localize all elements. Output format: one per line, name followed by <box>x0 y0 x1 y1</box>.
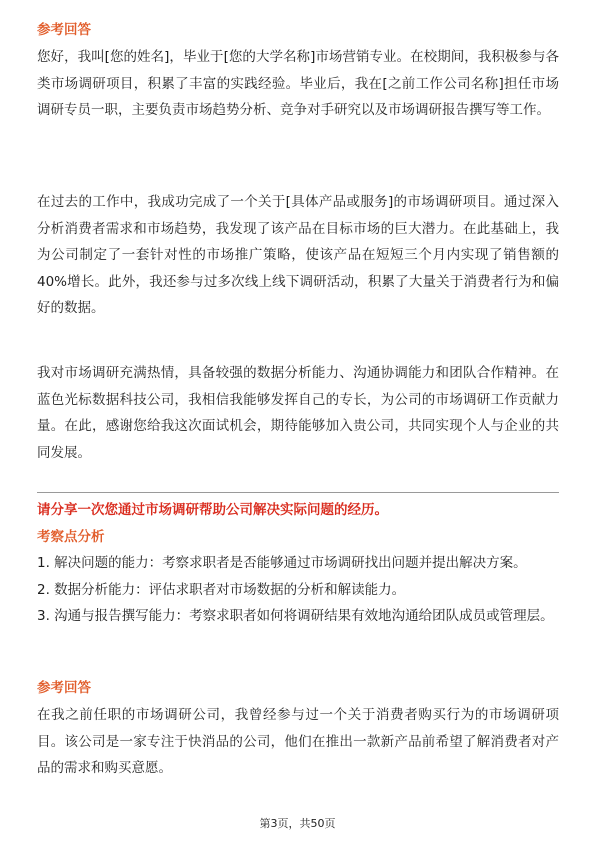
interview-question: 请分享一次您通过市场调研帮助公司解决实际问题的经历。 <box>37 502 388 518</box>
list-item: 2. 数据分析能力：评估求职者对市场数据的分析和解读能力。 <box>37 581 406 598</box>
section-divider <box>37 492 559 493</box>
list-item: 1. 解决问题的能力：考察求职者是否能够通过市场调研找出问题并提出解决方案。 <box>37 555 527 571</box>
reference-answer-label: 参考回答 <box>37 22 91 38</box>
answer-paragraph: 在过去的工作中，我成功完成了一个关于[具体产品或服务]的市场调研项目。通过深入分析消费者需求和市场趋势，我发现了该产品在目标市场的巨大潜力。在此基础上，我为公司制定了一套针对性的市场推广策略，使该产品在短短三个月内实现了销售额的40%增长。此外，我还参与过多次线上线下调研活动，积累了大量关于消费者行为和偏好的数据。 <box>37 194 559 316</box>
list-item: 3. 沟通与报告撰写能力：考察求职者如何将调研结果有效地沟通给团队成员或管理层。 <box>37 608 554 624</box>
answer-paragraph: 在我之前任职的市场调研公司，我曾经参与过一个关于消费者购买行为的市场调研项目。该公司是一家专注于快消品的公司，他们在推出一款新产品前希望了解消费者对产品的需求和购买意愿。 <box>37 707 559 776</box>
page-number: 第3页，共50页 <box>259 817 336 830</box>
answer-paragraph: 您好，我叫[您的姓名]，毕业于[您的大学名称]市场营销专业。在校期间，我积极参与各类市场调研项目，积累了丰富的实践经验。毕业后，我在[之前工作公司名称]担任市场调研专员一职，主要负责市场趋势分析、竞争对手研究以及市场调研报告撰写等工作。 <box>37 49 559 118</box>
analysis-list <box>37 550 559 630</box>
answer-paragraph: 我对市场调研充满热情，具备较强的数据分析能力、沟通协调能力和团队合作精神。在蓝色光标数据科技公司，我相信我能够发挥自己的专长，为公司的市场调研工作贡献力量。在此，感谢您给我这次面试机会，期待能够加入贵公司，共同实现个人与企业的共同发展。 <box>37 365 559 461</box>
reference-answer-label: 参考回答 <box>37 680 91 696</box>
analysis-label: 考察点分析 <box>37 529 105 545</box>
